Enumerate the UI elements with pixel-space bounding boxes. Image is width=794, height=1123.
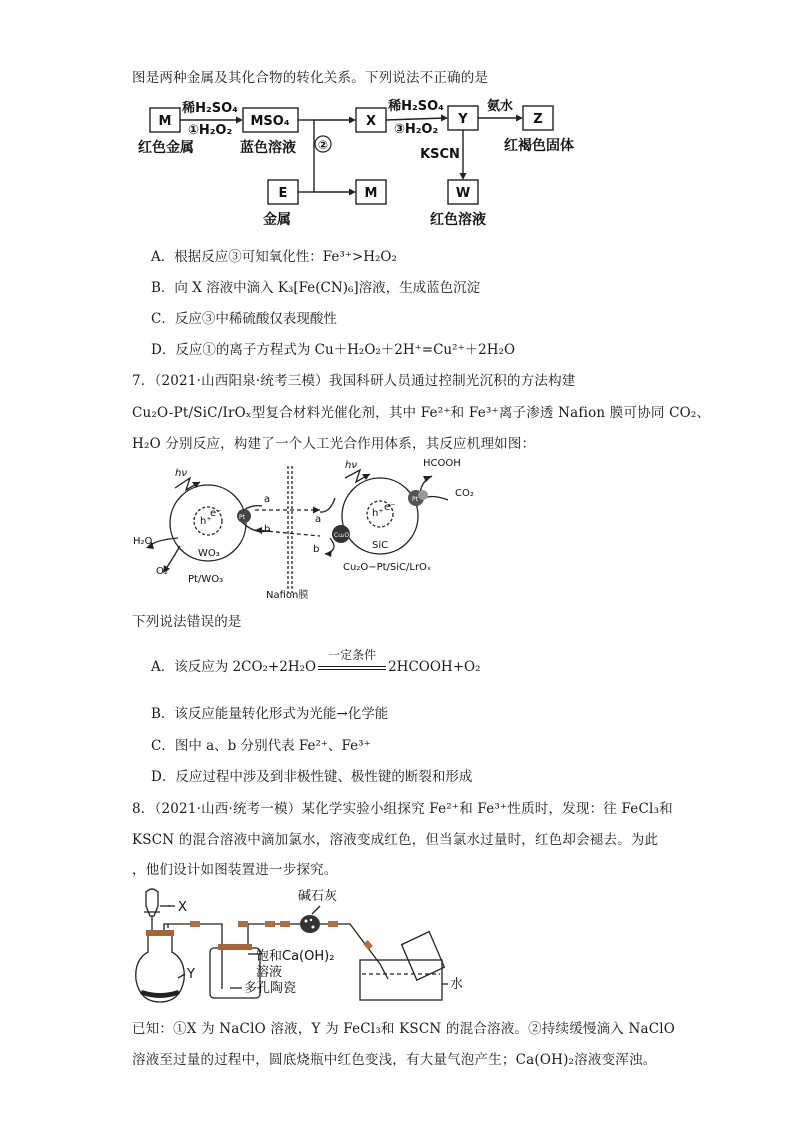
pt-wo3-label: Pt/WO₃ bbox=[188, 574, 224, 585]
q7-option-a-reactants: A．该反应为 2CO₂+2H₂O bbox=[151, 659, 317, 675]
red-solution-label: 红色溶液 bbox=[430, 212, 486, 228]
h2o-label: H₂O bbox=[133, 536, 153, 547]
arrow1-step: ①H₂O₂ bbox=[187, 123, 233, 138]
q7-photocatalysis-diagram bbox=[130, 458, 490, 603]
q7-option-d: D．反应过程中涉及到非极性键、极性键的断裂和形成 bbox=[151, 769, 473, 785]
reaction-condition: 一定条件 bbox=[328, 648, 377, 662]
red-brown-solid-label: 红褐色固体 bbox=[504, 138, 574, 154]
metal-label: 金属 bbox=[263, 212, 291, 228]
solution-label: 溶液 bbox=[256, 965, 283, 980]
step2-marker: ② bbox=[317, 138, 329, 152]
y-label: Y bbox=[187, 967, 195, 982]
wo3-label: WO₃ bbox=[198, 548, 220, 559]
electron-left: e⁻ bbox=[210, 508, 222, 519]
electron-right: e⁻ bbox=[384, 502, 396, 513]
box-w: W bbox=[455, 186, 471, 201]
hole-left: h⁺ bbox=[200, 516, 212, 527]
q6-option-d: D．反应①的离子方程式为 Cu＋H₂O₂＋2H⁺=Cu²⁺＋2H₂O bbox=[151, 342, 516, 358]
cu2o-particle: Cu₂O bbox=[334, 532, 350, 539]
hole-right: h⁺ bbox=[372, 508, 384, 519]
q6-conversion-diagram bbox=[130, 96, 610, 236]
box-e: E bbox=[278, 186, 288, 201]
red-metal-label: 红色金属 bbox=[138, 140, 194, 156]
box-mso4: MSO₄ bbox=[250, 114, 290, 129]
arrow1-reagent: 稀H₂SO₄ bbox=[182, 101, 238, 116]
q7-stem-line1: 7．（2021·山西阳泉·统考三模）我国科研人员通过控制光沉积的方法构建 bbox=[132, 373, 576, 389]
q7-option-a bbox=[151, 648, 481, 675]
arrow3-reagent: 稀H₂SO₄ bbox=[388, 99, 444, 114]
q7-option-c: C．图中 a、b 分别代表 Fe²⁺、Fe³⁺ bbox=[151, 738, 371, 754]
q6-stem: 图是两种金属及其化合物的转化关系。下列说法不正确的是 bbox=[132, 70, 489, 86]
hv-left: hν bbox=[175, 468, 187, 479]
q8-stem-line2: KSCN 的混合溶液中滴加氯水，溶液变成红色，但当氯水过量时，红色却会褪去。为此 bbox=[132, 832, 659, 848]
q7-option-b: B．该反应能量转化形式为光能→化学能 bbox=[151, 706, 389, 722]
q6-option-c: C．反应③中稀硫酸仅表现酸性 bbox=[151, 311, 337, 327]
box-y: Y bbox=[458, 112, 468, 127]
q8-apparatus-diagram bbox=[130, 884, 470, 1009]
porous-ceramic-label: 多孔陶瓷 bbox=[244, 981, 297, 996]
reaction-condition-arrow bbox=[316, 648, 388, 675]
soda-lime-label: 碱石灰 bbox=[298, 889, 338, 904]
arrow3-step: ③H₂O₂ bbox=[393, 122, 439, 137]
q7-option-a-products: 2HCOOH+O₂ bbox=[388, 659, 481, 675]
q8-stem-line1: 8．（2021·山西·统考一模）某化学实验小组探究 Fe²⁺和 Fe³⁺性质时，发现：往 FeCl₃和 bbox=[132, 801, 673, 817]
q6-option-b: B．向 X 溶液中滴入 K₃[Fe(CN)₆]溶液，生成蓝色沉淀 bbox=[151, 280, 481, 296]
q8-known-line1: 已知：①X 为 NaClO 溶液，Y 为 FeCl₃和 KSCN 的混合溶液。②持续缓慢滴入 NaClO bbox=[132, 1021, 676, 1037]
pt-right: Pt bbox=[412, 496, 418, 503]
b-left: b bbox=[264, 524, 271, 535]
hcooh-label: HCOOH bbox=[423, 458, 461, 469]
caoh2-label: 饱和Ca(OH)₂ bbox=[256, 949, 335, 964]
q7-prompt: 下列说法错误的是 bbox=[132, 614, 242, 630]
pt-left: Pt bbox=[239, 514, 245, 521]
kscn-label: KSCN bbox=[420, 147, 460, 162]
hv-right: hν bbox=[345, 460, 357, 471]
blue-solution-label: 蓝色溶液 bbox=[240, 140, 296, 156]
box-z: Z bbox=[533, 112, 543, 127]
catalyst-label: Cu₂O−Pt/SiC/LrOₓ bbox=[343, 562, 432, 573]
sic-label: SiC bbox=[372, 540, 389, 551]
x-label: X bbox=[178, 900, 187, 915]
q6-option-a: A．根据反应③可知氧化性：Fe³⁺>H₂O₂ bbox=[151, 249, 397, 265]
q8-stem-line3: ，他们设计如图装置进一步探究。 bbox=[132, 862, 338, 878]
box-x: X bbox=[365, 114, 377, 129]
nafion-membrane-label: Nafion膜 bbox=[266, 590, 309, 601]
q7-stem-line3: H₂O 分别反应，构建了一个人工光合作用体系，其反应机理如图： bbox=[132, 436, 536, 452]
a-right: a bbox=[315, 514, 322, 525]
water-label: 水 bbox=[450, 977, 464, 992]
a-left: a bbox=[264, 494, 271, 505]
box-m2: M bbox=[364, 186, 378, 201]
box-m: M bbox=[158, 114, 172, 129]
q8-known-line2: 溶液至过量的过程中，圆底烧瓶中红色变浅，有大量气泡产生；Ca(OH)₂溶液变浑浊。 bbox=[132, 1052, 657, 1068]
co2-label: CO₂ bbox=[455, 488, 474, 499]
b-right: b bbox=[313, 544, 320, 555]
ammonia-label: 氨水 bbox=[486, 99, 514, 114]
o2-label: O₂ bbox=[156, 566, 168, 577]
q7-stem-line2: Cu₂O-Pt/SiC/IrOₓ型复合材料光催化剂，其中 Fe²⁺和 Fe³⁺离子渗透 Nafion 膜可协同 CO₂、 bbox=[132, 405, 711, 421]
